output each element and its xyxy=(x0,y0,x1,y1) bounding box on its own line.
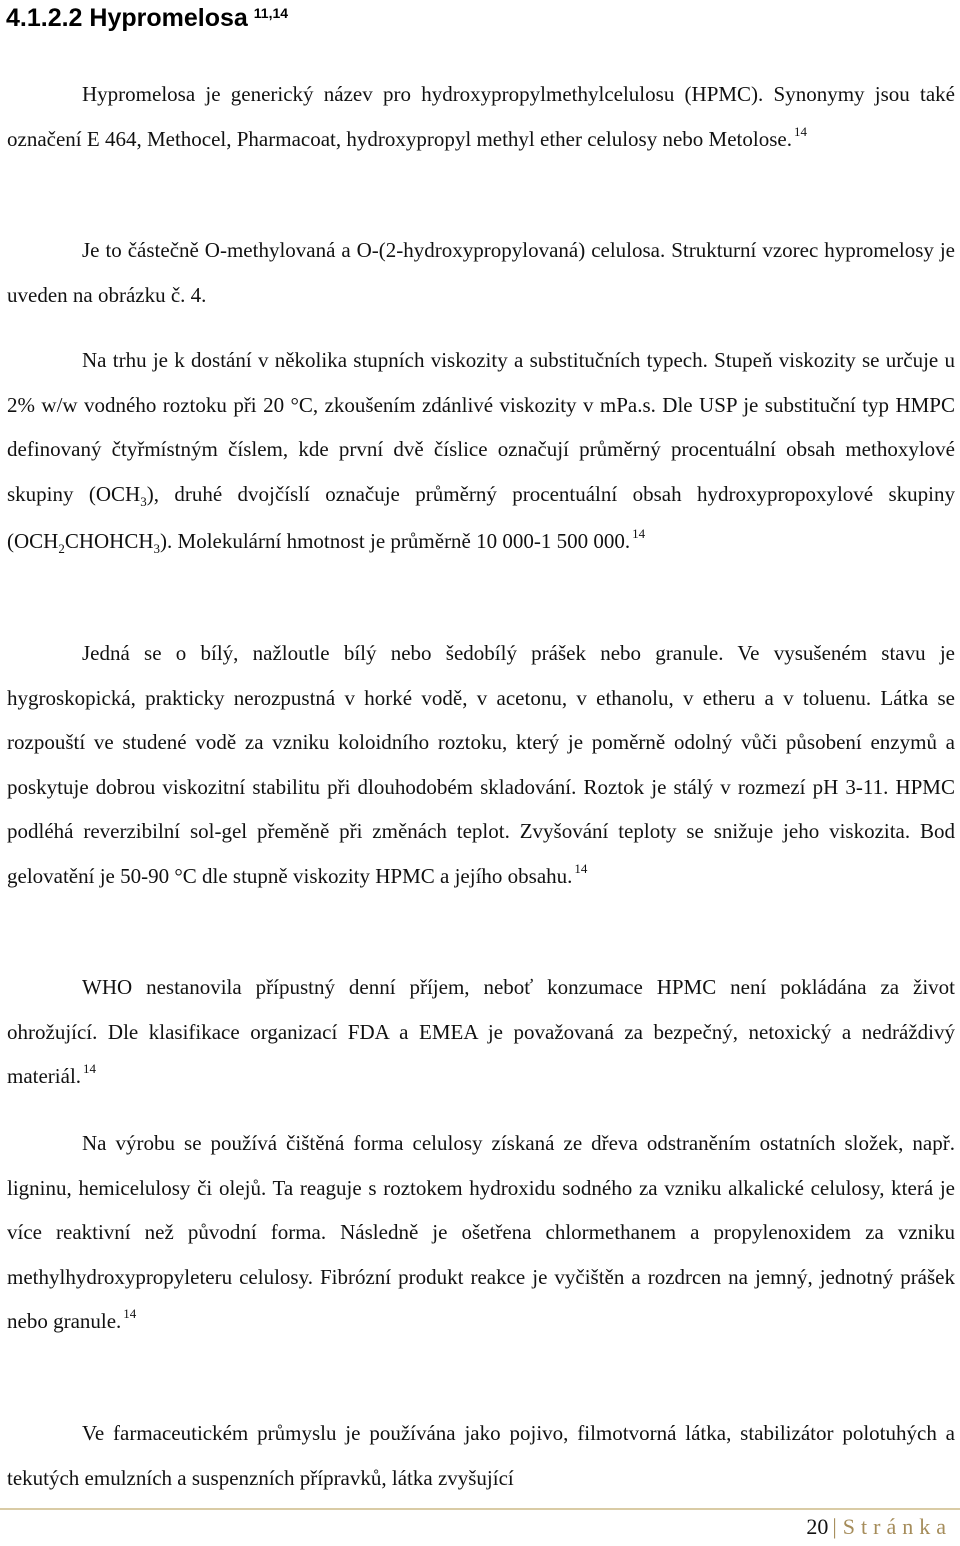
footer-rule xyxy=(0,1508,960,1510)
section-heading xyxy=(6,0,288,39)
paragraph-definition: Hypromelosa je generický název pro hydroxypropylmethylcelulosu (HPMC). Synonymy jsou také označení E 464, Methocel, Pharmacoat, hydroxypropyl methyl ether celulosy nebo Metolose. $^{14}$ xyxy=(7,82,955,151)
section-number: 4.1.2.2 xyxy=(6,4,83,32)
citation-ref: 14 xyxy=(632,526,646,542)
page-footer xyxy=(806,1512,952,1542)
page-number: 20 xyxy=(806,1514,829,1539)
citation-ref: 14 xyxy=(83,1061,97,1077)
paragraph-production: Na výrobu se používá čištěná forma celulosy získaná ze dřeva odstraněním ostatních složek, např. ligninu, hemicelulosy či olejů. Ta reaguje s roztokem hydroxidu sodného za vzniku alkalické celulosy, která je více reaktivní než původní forma. Následně je ošetřena chlormethanem a propylenoxidem za vzniku methylhydroxypropyleteru celulosy. Fibrózní produkt reakce je vyčištěn a rozdrcen na jemný, jednotný prášek nebo granule. $^{14}$ xyxy=(7,1131,955,1334)
citation-ref: 14 xyxy=(574,860,588,876)
paragraph-structure: Je to částečně O-methylovaná a O-(2-hydroxypropylovaná) celulosa. Strukturní vzorec hypromelosy je uveden na obrázku č. 4. xyxy=(7,238,955,307)
citation-ref: 14 xyxy=(123,1306,137,1322)
paragraph-pharma-use: Ve farmaceutickém průmyslu je používána jako pojivo, filmotvorná látka, stabilizátor polotuhých a tekutých emulzních a suspenzních přípravků, látka zvyšující xyxy=(7,1421,955,1490)
section-title: Hypromelosa xyxy=(89,4,248,32)
heading-reference: 11,14 xyxy=(253,5,289,21)
paragraph-safety: WHO nestanovila přípustný denní příjem, neboť konzumace HPMC není pokládána za život ohrožující. Dle klasifikace organizací FDA a EMEA je považovaná za bezpečný, netoxický a nedráždivý materiál. $^{14}$ xyxy=(7,975,955,1089)
footer-separator: | xyxy=(832,1514,837,1539)
paragraph-viscosity: Na trhu je k dostání v několika stupních viskozity a substitučních typech. Stupeň viskozity se určuje u 2% w/w vodného roztoku při 20 °C, zkoušením zdánlivé viskozity v mPa.s. Dle USP je substituční typ HMPC definovaný čtyřmístným číslem, kde první dvě číslice označují průměrný procentuální obsah methoxylové skupiny $(OCH_3)$, druhé dvojčíslí označuje průměrný procentuální obsah hydroxypropoxylové skupiny $(OCH_2CHOHCH_3)$. Molekulární hmotnost je průměrně 10 000-1 500 000. $^{14}$ xyxy=(7,348,955,557)
citation-ref: 14 xyxy=(793,123,807,139)
page-label: Stránka xyxy=(842,1514,952,1539)
paragraph-properties: Jedná se o bílý, nažloutle bílý nebo šedobílý prášek nebo granule. Ve vysušeném stavu je hygroskopická, prakticky nerozpustná v horké vodě, v acetonu, v ethanolu, v etheru a v toluenu. Látka se rozpouští ve studené vodě za vzniku koloidního roztoku, který je poměrně odolný vůči působení enzymů a poskytuje dobrou viskozitní stabilitu při dlouhodobém skladování. Roztok je stálý v rozmezí pH 3-11. HPMC podléhá reverzibilní sol-gel přeměně při změnách teplot. Zvyšování teploty se snižuje jeho viskozita. Bod gelovatění je 50-90 °C dle stupně viskozity HPMC a jejího obsahu. $^{14}$ xyxy=(7,641,955,888)
